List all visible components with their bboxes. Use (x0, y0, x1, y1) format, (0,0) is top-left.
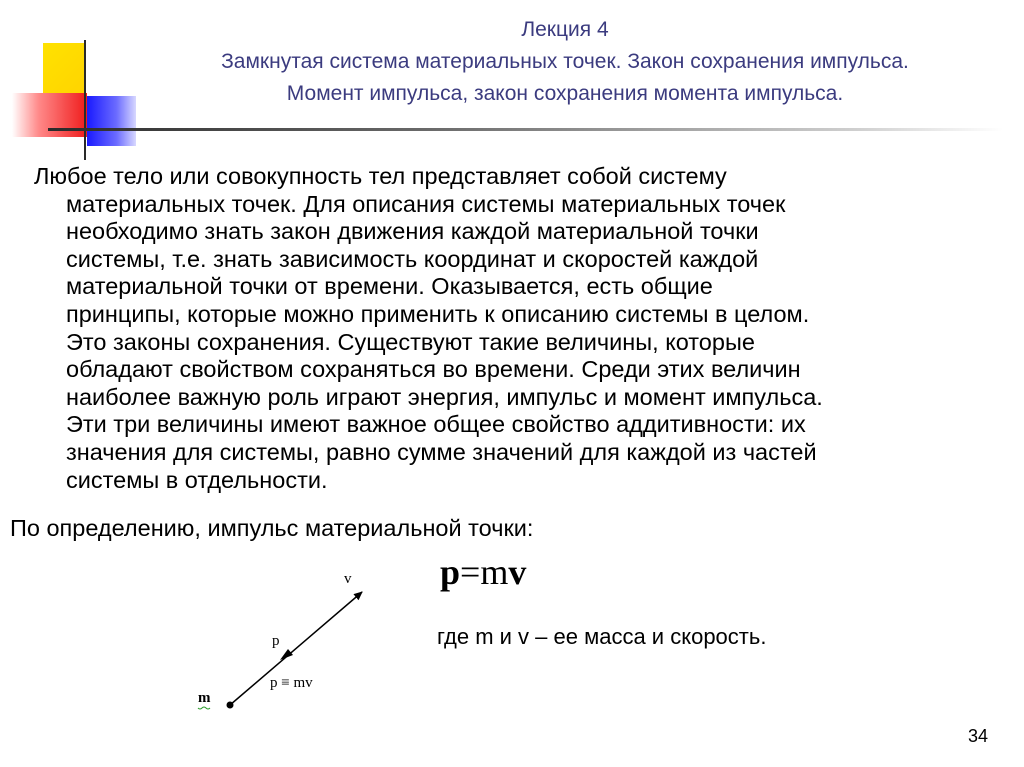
body-line: необходимо знать закон движения каждой материальной точки (66, 218, 759, 245)
spellcheck-underline (198, 707, 210, 709)
momentum-formula (440, 550, 526, 594)
body-line: Это законы сохранения. Существуют такие величины, которые (66, 328, 755, 355)
blue-square-decoration (87, 96, 136, 146)
body-line: обладают свойством сохраняться во времени. Среди этих величин (66, 356, 801, 383)
body-line: материальной точки от времени. Оказывается, есть общие (66, 273, 713, 300)
label-m: m (198, 690, 211, 706)
formula-explanation: где m и v – ее масса и скорость. (437, 624, 767, 649)
label-v: v (344, 571, 352, 587)
momentum-vector-diagram (190, 565, 380, 720)
body-line: системы, т.е. знать зависимость координат и скоростей каждой (66, 245, 759, 272)
point-mass-dot (227, 702, 234, 709)
body-line: системы в отдельности. (66, 466, 328, 493)
label-p: p (272, 633, 280, 649)
title-line-1: Лекция 4 (521, 18, 609, 41)
body-line: Любое тело или совокупность тел представляет собой систему (34, 163, 727, 189)
body-paragraph (34, 163, 994, 494)
formula-p: p (440, 552, 461, 592)
formula-eq-m: =m (460, 552, 509, 592)
body-line: материальных точек. Для описания системы материальных точек (66, 190, 786, 217)
momentum-definition: По определению, импульс материальной точки: (10, 515, 534, 541)
vertical-divider (84, 40, 86, 160)
horizontal-divider (48, 128, 1003, 131)
body-line: Эти три величины имеют важное общее свойство аддитивности: их (66, 411, 806, 438)
page-number: 34 (968, 726, 989, 746)
yellow-square-decoration (43, 43, 85, 93)
body-line: принципы, которые можно применить к описанию системы в целом. (66, 300, 810, 327)
formula-v: v (508, 552, 527, 592)
slide-title (130, 14, 1000, 110)
title-line-2: Замкнутая система материальных точек. Закон сохранения импульса. (221, 50, 909, 73)
title-line-3: Момент импульса, закон сохранения момента импульса. (286, 82, 844, 105)
body-line: наиболее важную роль играют энергия, импульс и момент импульса. (66, 383, 823, 410)
body-line: значения для системы, равно сумме значений для каждой из частей (66, 438, 817, 465)
momentum-arrowhead (280, 649, 293, 660)
label-p-equiv-mv: p ≡ mv (270, 675, 313, 691)
